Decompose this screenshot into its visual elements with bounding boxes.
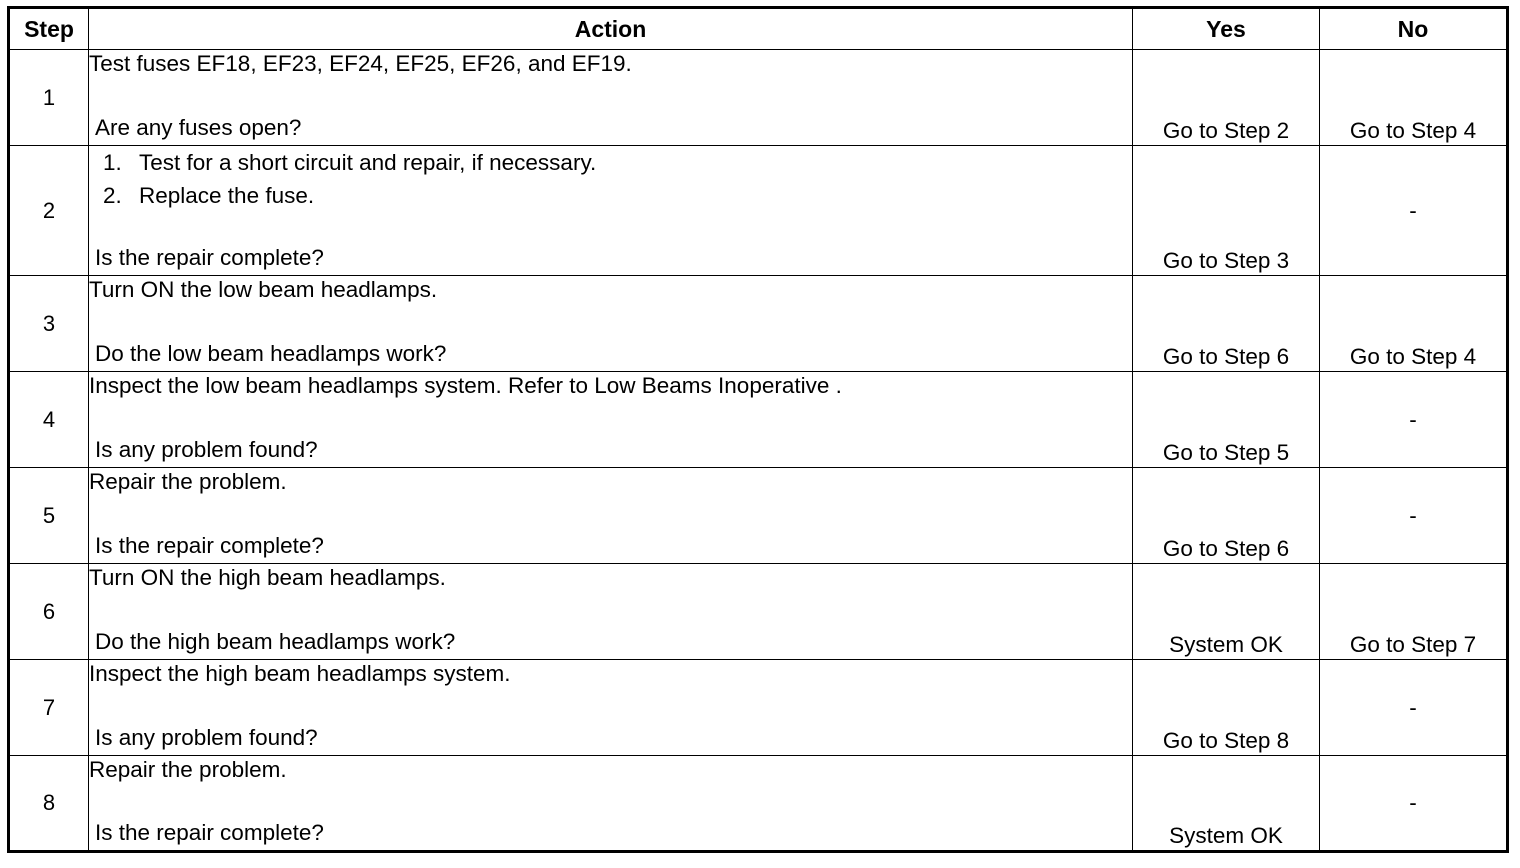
- diagnostic-table: [7, 6, 1509, 853]
- table-row: [9, 276, 1508, 372]
- no-result: -: [1320, 660, 1508, 756]
- action-text: Turn ON the high beam headlamps.: [89, 565, 446, 590]
- header-action: Action: [89, 8, 1133, 50]
- action-text: Turn ON the low beam headlamps.: [89, 277, 438, 302]
- table-row: [9, 50, 1508, 146]
- header-row: [9, 8, 1508, 50]
- step-number: 1: [9, 50, 89, 146]
- step-number: 7: [9, 660, 89, 756]
- step-number: 8: [9, 756, 89, 852]
- substep-number: 2.: [103, 183, 122, 208]
- no-result: Go to Step 7: [1320, 564, 1508, 660]
- action-cell: [89, 756, 1133, 852]
- header-no: No: [1320, 8, 1508, 50]
- yes-result: System OK: [1133, 564, 1320, 660]
- action-question: Do the low beam headlamps work?: [95, 341, 447, 366]
- yes-result: Go to Step 6: [1133, 276, 1320, 372]
- yes-result: Go to Step 3: [1133, 146, 1320, 276]
- action-cell: [89, 660, 1133, 756]
- substep-text: Test for a short circuit and repair, if necessary.: [139, 150, 597, 175]
- action-text: Repair the problem.: [89, 469, 287, 494]
- action-cell: [89, 468, 1133, 564]
- yes-result: Go to Step 6: [1133, 468, 1320, 564]
- action-cell: [89, 146, 1133, 276]
- table-row: [9, 372, 1508, 468]
- action-question: Is the repair complete?: [95, 533, 324, 558]
- action-text: Repair the problem.: [89, 757, 287, 782]
- table-row: [9, 756, 1508, 852]
- step-number: 2: [9, 146, 89, 276]
- yes-result: Go to Step 5: [1133, 372, 1320, 468]
- no-result: -: [1320, 146, 1508, 276]
- action-question: Is the repair complete?: [95, 820, 324, 845]
- substep-item: [103, 179, 1132, 212]
- step-number: 4: [9, 372, 89, 468]
- action-question: Is the repair complete?: [95, 245, 324, 270]
- no-result: -: [1320, 756, 1508, 852]
- step-number: 5: [9, 468, 89, 564]
- substep-item: [103, 146, 1132, 179]
- no-result: -: [1320, 372, 1508, 468]
- no-result: Go to Step 4: [1320, 50, 1508, 146]
- action-cell: [89, 50, 1133, 146]
- yes-result: Go to Step 8: [1133, 660, 1320, 756]
- table-row: [9, 564, 1508, 660]
- no-result: -: [1320, 468, 1508, 564]
- action-question: Is any problem found?: [95, 437, 318, 462]
- action-text: Inspect the low beam headlamps system. Refer to Low Beams Inoperative .: [89, 373, 842, 398]
- yes-result: System OK: [1133, 756, 1320, 852]
- action-question: Are any fuses open?: [95, 115, 302, 140]
- yes-result: Go to Step 2: [1133, 50, 1320, 146]
- action-cell: [89, 564, 1133, 660]
- action-cell: [89, 276, 1133, 372]
- action-question: Is any problem found?: [95, 725, 318, 750]
- action-cell: [89, 372, 1133, 468]
- step-number: 6: [9, 564, 89, 660]
- table-row: [9, 468, 1508, 564]
- table-row: [9, 660, 1508, 756]
- action-text: Test fuses EF18, EF23, EF24, EF25, EF26, and EF19.: [89, 51, 632, 76]
- substep-list: [89, 146, 1132, 212]
- header-step: Step: [9, 8, 89, 50]
- action-text: Inspect the high beam headlamps system.: [89, 661, 511, 686]
- action-question: Do the high beam headlamps work?: [95, 629, 456, 654]
- table-row: [9, 146, 1508, 276]
- no-result: Go to Step 4: [1320, 276, 1508, 372]
- substep-number: 1.: [103, 150, 122, 175]
- step-number: 3: [9, 276, 89, 372]
- header-yes: Yes: [1133, 8, 1320, 50]
- substep-text: Replace the fuse.: [139, 183, 315, 208]
